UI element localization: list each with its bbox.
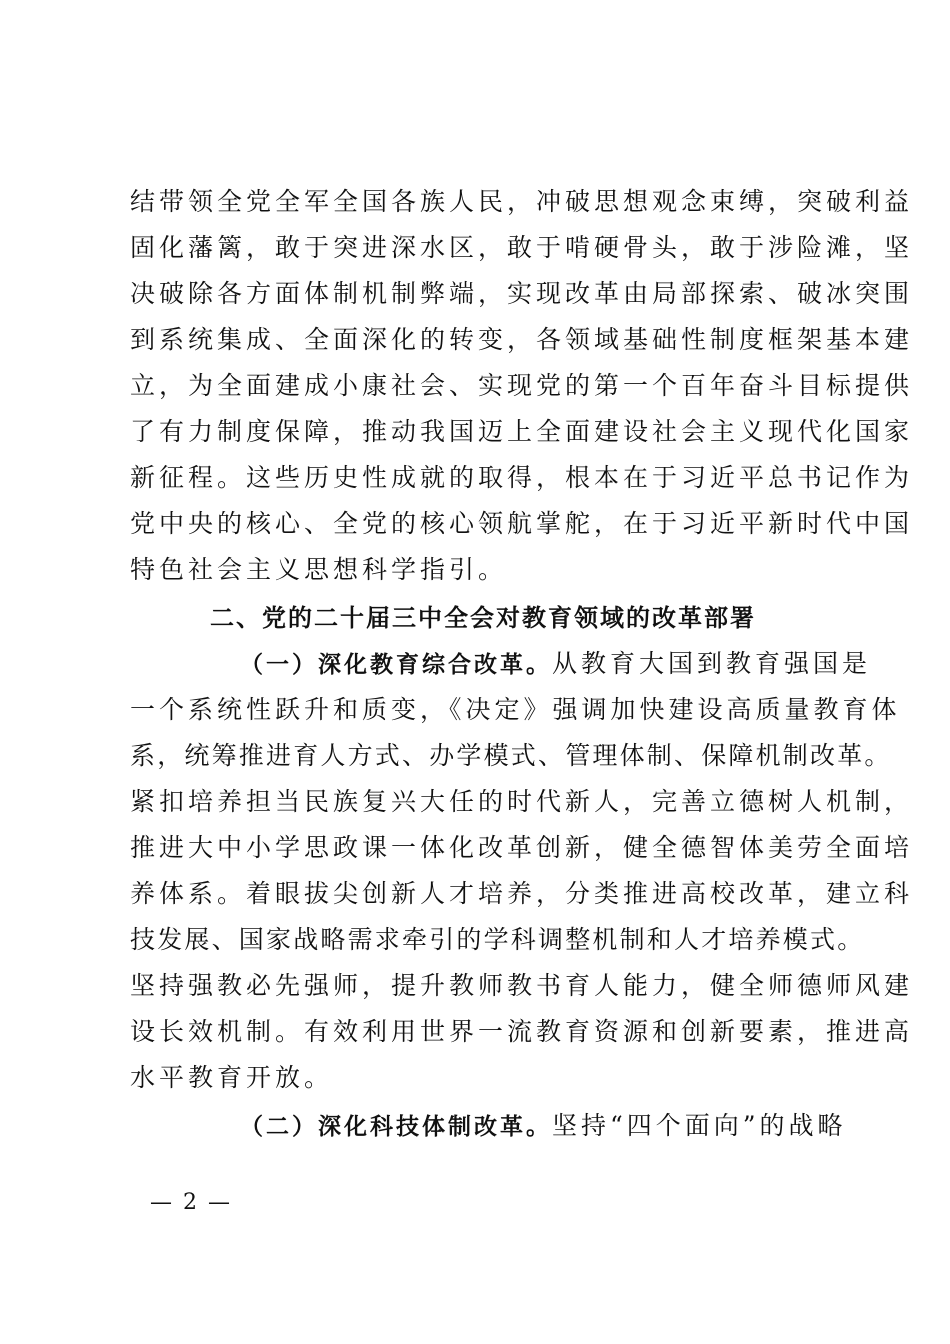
text-line: 设长效机制。有效利用世界一流教育资源和创新要素，推进高 <box>130 1017 914 1046</box>
text-line: 推进大中小学思政课一体化改革创新，健全德智体美劳全面培 <box>130 833 914 862</box>
text-line: 系，统筹推进育人方式、办学模式、管理体制、保障机制改革。 <box>130 741 892 770</box>
text-line: 了有力制度保障，推动我国迈上全面建设社会主义现代化国家 <box>130 417 914 446</box>
text-line: 党中央的核心、全党的核心领航掌舵，在于习近平新时代中国 <box>130 509 914 538</box>
text-line: 决破除各方面体制机制弊端，实现改革由局部探索、破冰突围 <box>130 279 914 308</box>
paragraph-item2 <box>130 1103 847 1149</box>
item1-subheading: （一）深化教育综合改革。 <box>240 652 552 678</box>
text-line: 结带领全党全军全国各族人民，冲破思想观念束缚，突破利益 <box>130 187 914 216</box>
item1-first-line: 从教育大国到教育强国是 <box>552 649 872 678</box>
text-line: 紧扣培养担当民族复兴大任的时代新人，完善立德树人机制， <box>130 787 914 816</box>
text-line: 到系统集成、全面深化的转变，各领域基础性制度框架基本建 <box>130 325 914 354</box>
section-heading: 二、党的二十届三中全会对教育领域的改革部署 <box>210 604 756 632</box>
text-line: 坚持强教必先强师，提升教师教书育人能力，健全师德师风建 <box>130 971 914 1000</box>
text-line: 特色社会主义思想科学指引。 <box>130 555 508 584</box>
text-line <box>130 1103 847 1149</box>
text-line: 一个系统性跃升和质变，《决定》强调加快建设高质量教育体 <box>130 695 901 724</box>
paragraph-section1-tail <box>130 179 914 593</box>
text-line: 固化藩篱，敢于突进深水区，敢于啃硬骨头，敢于涉险滩，坚 <box>130 233 914 262</box>
text-line: 水平教育开放。 <box>130 1063 334 1092</box>
text-line: 养体系。着眼拔尖创新人才培养，分类推进高校改革，建立科 <box>130 879 914 908</box>
paragraph-item1 <box>130 641 914 1101</box>
text-line <box>130 641 872 687</box>
text-line: 立，为全面建成小康社会、实现党的第一个百年奋斗目标提供 <box>130 371 914 400</box>
text-line: 技发展、国家战略需求牵引的学科调整机制和人才培养模式。 <box>130 925 865 954</box>
item2-subheading: （二）深化科技体制改革。 <box>240 1114 552 1140</box>
item2-first-line: 坚持“四个面向”的战略 <box>552 1111 847 1140</box>
text-line: 新征程。这些历史性成就的取得，根本在于习近平总书记作为 <box>130 463 914 492</box>
page-number: — 2 — <box>150 1190 232 1215</box>
